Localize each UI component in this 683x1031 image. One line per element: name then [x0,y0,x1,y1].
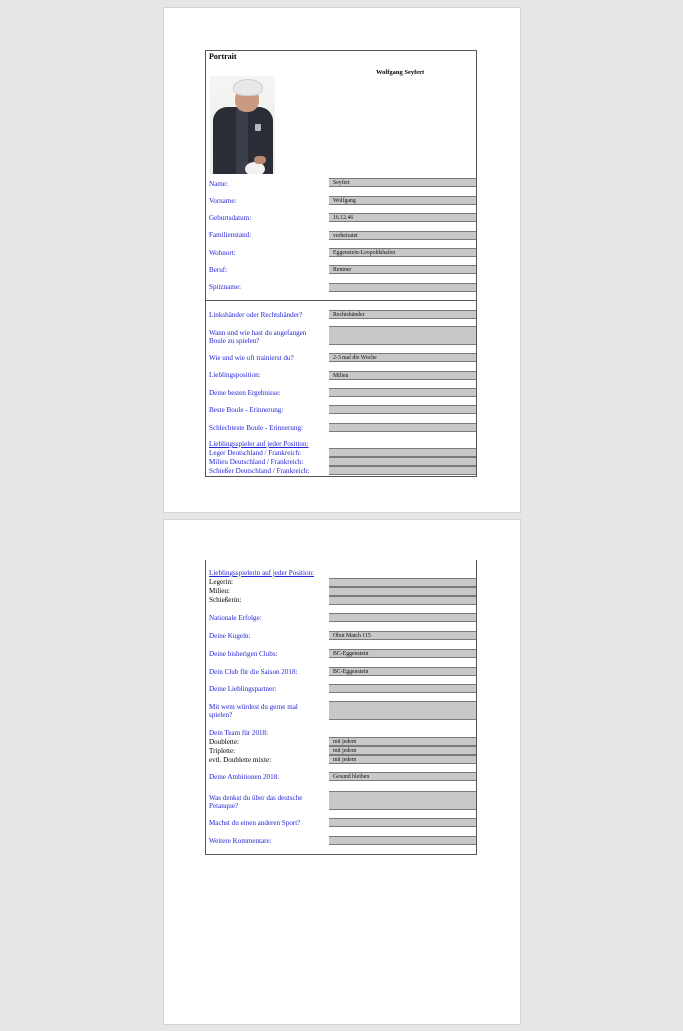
field-vorname[interactable]: Wolfgang [329,196,476,205]
label-doublette-mixte: evtl. Doublette mixte: [209,756,272,764]
field-milieu-f[interactable] [329,587,476,596]
label-lieblingspartner: Deine Lieblingspartner: [209,685,277,693]
field-lieblingspartner[interactable] [329,684,476,693]
continuation-form [205,560,477,855]
field-name[interactable]: Seyfert [329,178,476,187]
field-gerne-spielen[interactable] [329,701,476,720]
label-beste-ergebnisse: Deine besten Ergebnisse: [209,389,281,397]
label-spitzname: Spitzname: [209,283,241,291]
label-deutsche-petanque-2: Petanque? [209,802,239,810]
field-haendigkeit[interactable]: Rechtshänder [329,310,476,319]
field-beruf[interactable]: Rentner [329,265,476,274]
label-bisherige-clubs: Deine bisherigen Clubs: [209,650,278,658]
label-schiesserin: Schießerin: [209,596,242,604]
label-schlechteste-erinnerung: Schlechteste Boule - Erinnerung: [209,424,303,432]
document-page-2 [163,519,521,1025]
label-anderer-sport: Machst du einen anderen Sport? [209,819,301,827]
field-schiesserin[interactable] [329,596,476,605]
portrait-form [205,50,477,477]
label-doublette: Doublette: [209,738,239,746]
field-wohnort[interactable]: Eggenstein-Leopoldshafen [329,248,476,257]
field-doublette[interactable]: mit jedem [329,737,476,746]
field-familienstand[interactable]: verheiratet [329,231,476,240]
field-deutsche-petanque[interactable] [329,791,476,810]
field-schiesser[interactable] [329,466,476,475]
field-club-2018[interactable]: BC-Eggenstein [329,667,476,676]
label-gerne-spielen-1: Mit wem würdest du gerne mal [209,703,298,711]
label-geburtsdatum: Geburtsdatum: [209,214,252,222]
label-club-2018: Dein Club für die Saison 2018: [209,668,298,676]
label-legerin: Legerin: [209,578,234,586]
field-bisherige-clubs[interactable]: BC-Eggenstein [329,649,476,658]
field-nationale-erfolge[interactable] [329,613,476,622]
label-milieu-f: Milieu: [209,587,230,595]
label-haendigkeit: Linkshänder oder Rechtshänder? [209,311,303,319]
label-kugeln: Deine Kugeln: [209,632,251,640]
label-boule-anfang-2: Boule zu spielen? [209,337,260,345]
field-spitzname[interactable] [329,283,476,292]
label-milieu: Milieu Deutschland / Frankreich: [209,458,304,466]
field-ambitionen[interactable]: Gesund bleiben [329,772,476,781]
field-milieu[interactable] [329,457,476,466]
label-ambitionen: Deine Ambitionen 2018: [209,773,280,781]
label-gerne-spielen-2: spielen? [209,711,233,719]
section-divider [206,300,476,301]
field-schlechteste-erinnerung[interactable] [329,423,476,432]
label-beste-erinnerung: Beste Boule - Erinnerung: [209,406,284,414]
label-familienstand: Familienstand: [209,231,252,239]
label-deutsche-petanque-1: Was denkst du über das deutsche [209,794,303,802]
label-beruf: Beruf: [209,266,228,274]
label-nationale-erfolge: Nationale Erfolge: [209,614,262,622]
label-kommentare: Weitere Kommentare: [209,837,272,845]
label-schiesser: Schießer Deutschland / Frankreich: [209,467,310,475]
label-boule-anfang-1: Wann und wie hast du angefangen [209,329,307,337]
label-lieblingsposition: Lieblingsposition: [209,371,261,379]
label-lieblingsspielerin-header: Lieblingsspielerin auf jeder Position: [209,569,315,577]
label-team-2018: Dein Team für 2018: [209,729,269,737]
field-geburtsdatum[interactable]: 16.12.46 [329,213,476,222]
field-triplette[interactable]: mit jedem [329,746,476,755]
field-kugeln[interactable]: Obut Match 115 [329,631,476,640]
field-beste-erinnerung[interactable] [329,405,476,414]
field-anderer-sport[interactable] [329,818,476,827]
field-legerin[interactable] [329,578,476,587]
label-lieblingsspieler-header: Lieblingsspieler auf jeder Position: [209,440,309,448]
label-training: Wie und wie oft trainierst du? [209,354,294,362]
label-wohnort: Wohnort: [209,249,236,257]
label-vorname: Vorname: [209,197,237,205]
person-name: Wolfgang Seyfert [376,69,425,76]
document-page-1 [163,7,521,513]
label-name: Name: [209,180,228,188]
label-triplette: Triplette: [209,747,236,755]
field-leger[interactable] [329,448,476,457]
field-doublette-mixte[interactable]: mit jedem [329,755,476,764]
section-title: Portrait [209,52,237,61]
field-kommentare[interactable] [329,836,476,845]
label-leger: Leger Deutschland / Frankreich: [209,449,301,457]
field-beste-ergebnisse[interactable] [329,388,476,397]
field-lieblingsposition[interactable]: Milieu [329,371,476,380]
field-boule-anfang[interactable] [329,326,476,345]
field-training[interactable]: 2-3 mal die Woche [329,353,476,362]
portrait-photo [210,76,275,174]
